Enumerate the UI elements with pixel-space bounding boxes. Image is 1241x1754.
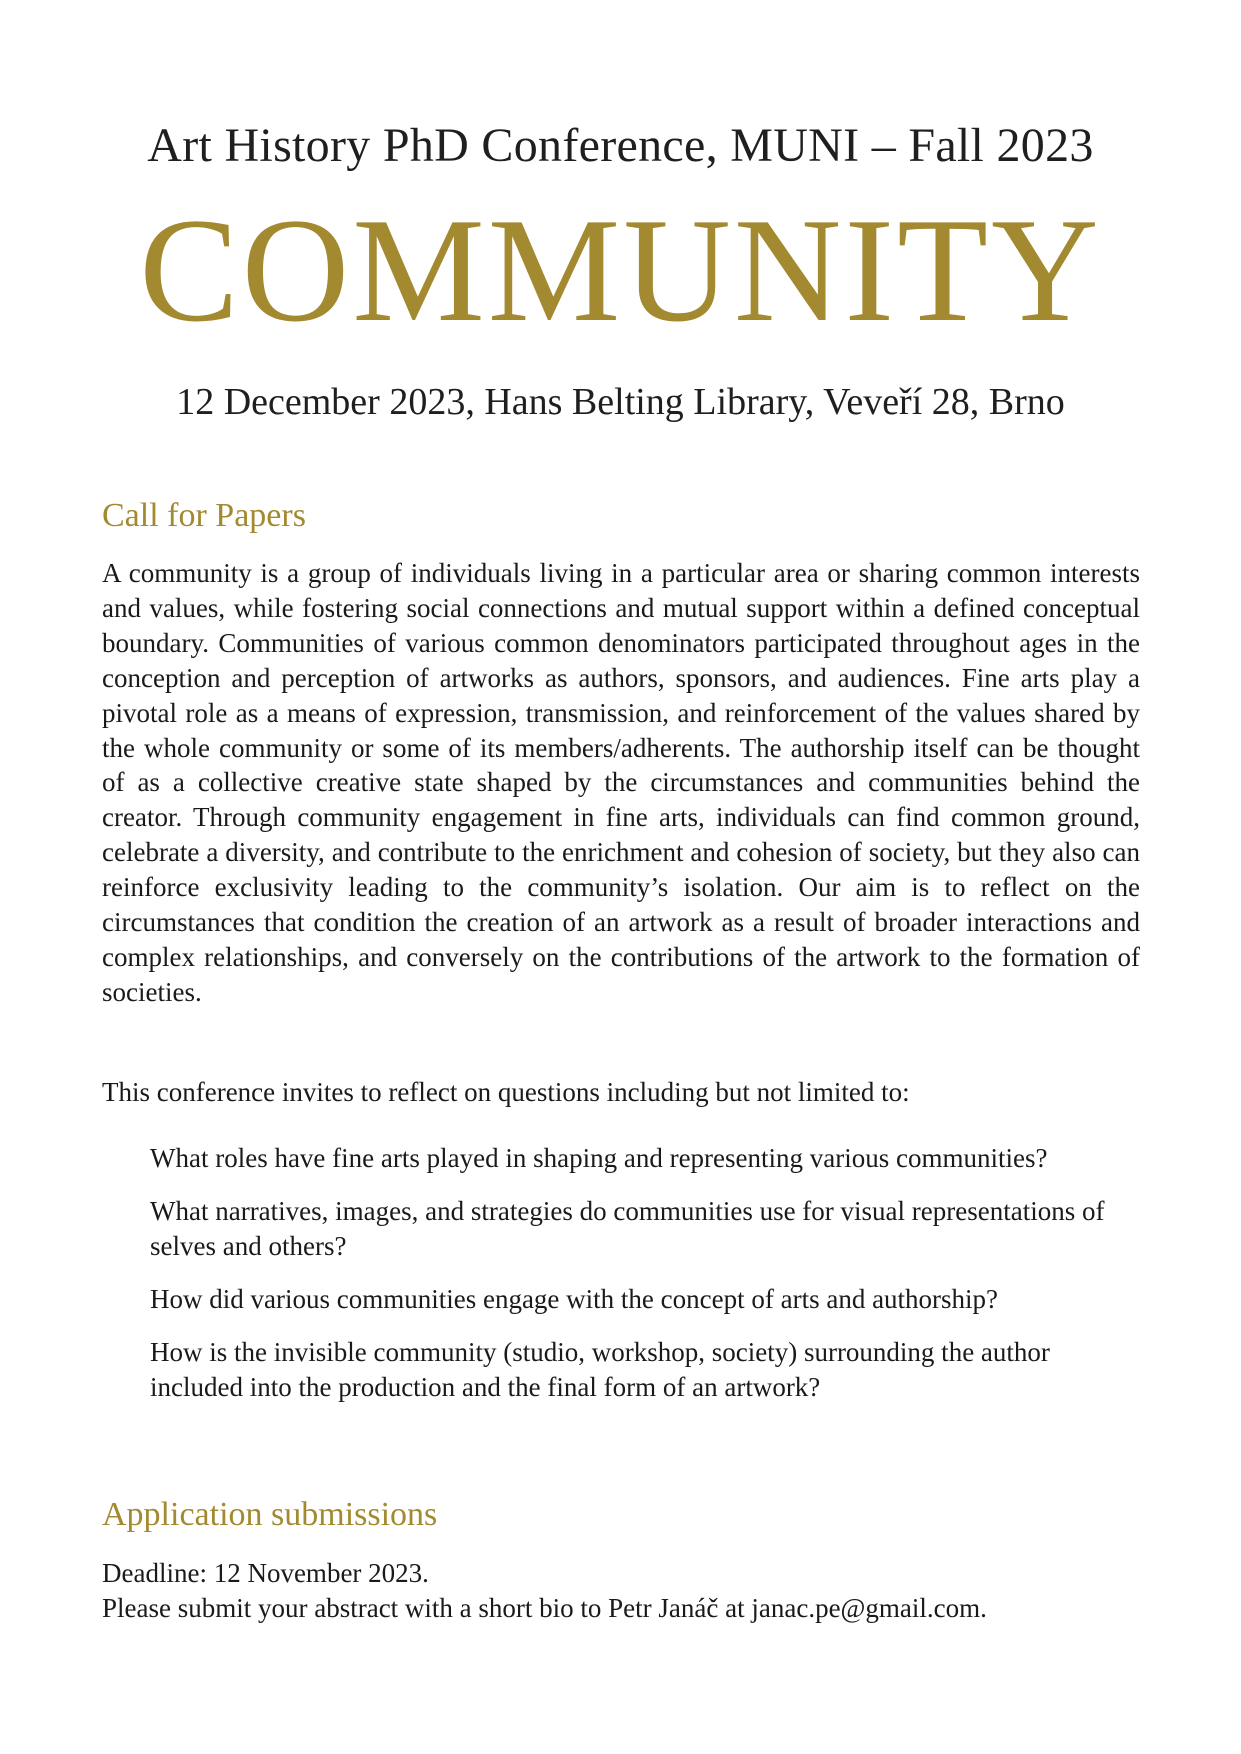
submission-details [102, 1556, 1182, 1626]
question-item: How did various communities engage with the concept of arts and authorship? [150, 1283, 999, 1314]
intro-paragraph: A community is a group of individuals living in a particular area or sharing common interests and values, while fostering social connections and mutual support within a defined conceptual boundary. Communities of various common denominators participated throughout ages in the conception and perception of artworks as authors, sponsors, and audiences. Fine arts play a pivotal role as a means of expression, transmission, and reinforcement of the values shared by the whole community or some of its members/adherents. The authorship itself can be thought of as a collective creative state shaped by the circumstances and communities behind the creator. Through community engagement in fine arts, individuals can find common ground, celebrate a diversity, and contribute to the enrichment and cohesion of society, but they also can reinforce exclusivity leading to the community’s isolation. Our aim is to reflect on the circumstances that condition the creation of an artwork as a result of broader interactions and complex relationships, and conversely on the contributions of the artwork to the formation of societies. [102, 558, 1140, 1007]
conference-title: COMMUNITY [139, 188, 1102, 353]
call-for-papers-heading: Call for Papers [102, 497, 306, 534]
deadline-text: Deadline: 12 November 2023. [102, 1558, 429, 1588]
application-heading: Application submissions [102, 1496, 438, 1533]
submission-instruction [102, 1591, 1182, 1626]
instruction-suffix: . [980, 1592, 987, 1623]
questions-list [150, 1141, 1140, 1422]
invite-paragraph: This conference invites to reflect on questions including but not limited to: [102, 1077, 910, 1107]
event-date-location: 12 December 2023, Hans Belting Library, Veveří 28, Brno [176, 381, 1065, 423]
instruction-prefix: Please submit your abstract with a short bio to Petr Janáč at [102, 1592, 752, 1623]
question-item: What narratives, images, and strategies do communities use for visual representations of selves and others? [150, 1195, 1105, 1261]
question-item: What roles have fine arts played in shaping and representing various communities? [150, 1143, 1048, 1173]
conference-subtitle: Art History PhD Conference, MUNI – Fall 2023 [147, 119, 1094, 172]
question-item: How is the invisible community (studio, workshop, society) surrounding the author included into the production and the final form of an artwork? [150, 1336, 1050, 1402]
contact-email-link[interactable]: janac.pe@gmail.com [751, 1592, 981, 1623]
